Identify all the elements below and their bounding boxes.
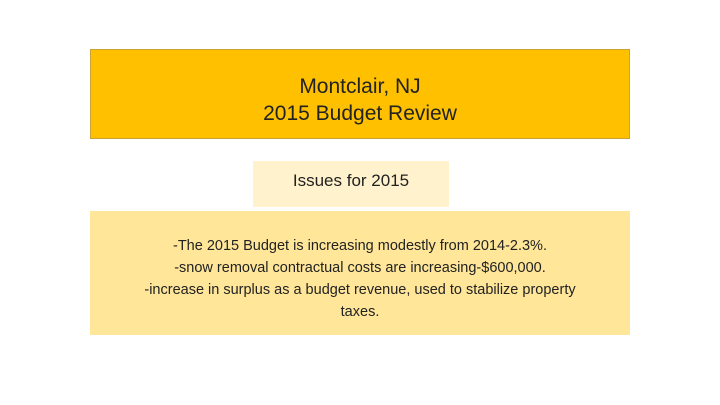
issues-content-box: [90, 211, 630, 335]
slide-title-line1: Montclair, NJ: [299, 75, 421, 98]
issues-label: Issues for 2015: [292, 171, 410, 190]
issue-line-budget: -The 2015 Budget is increasing modestly from 2014-2.3%.: [173, 238, 547, 254]
issues-box: [253, 161, 449, 207]
slide-title-box: [90, 49, 630, 139]
slide-title-line2: 2015 Budget Review: [263, 102, 457, 125]
issue-line-surplus: -increase in surplus as a budget revenue, used to stabilize property: [144, 282, 576, 298]
issue-line-snow-removal: -snow removal contractual costs are increasing-$600,000.: [174, 260, 546, 276]
issue-line-surplus-cont: taxes.: [340, 304, 380, 320]
